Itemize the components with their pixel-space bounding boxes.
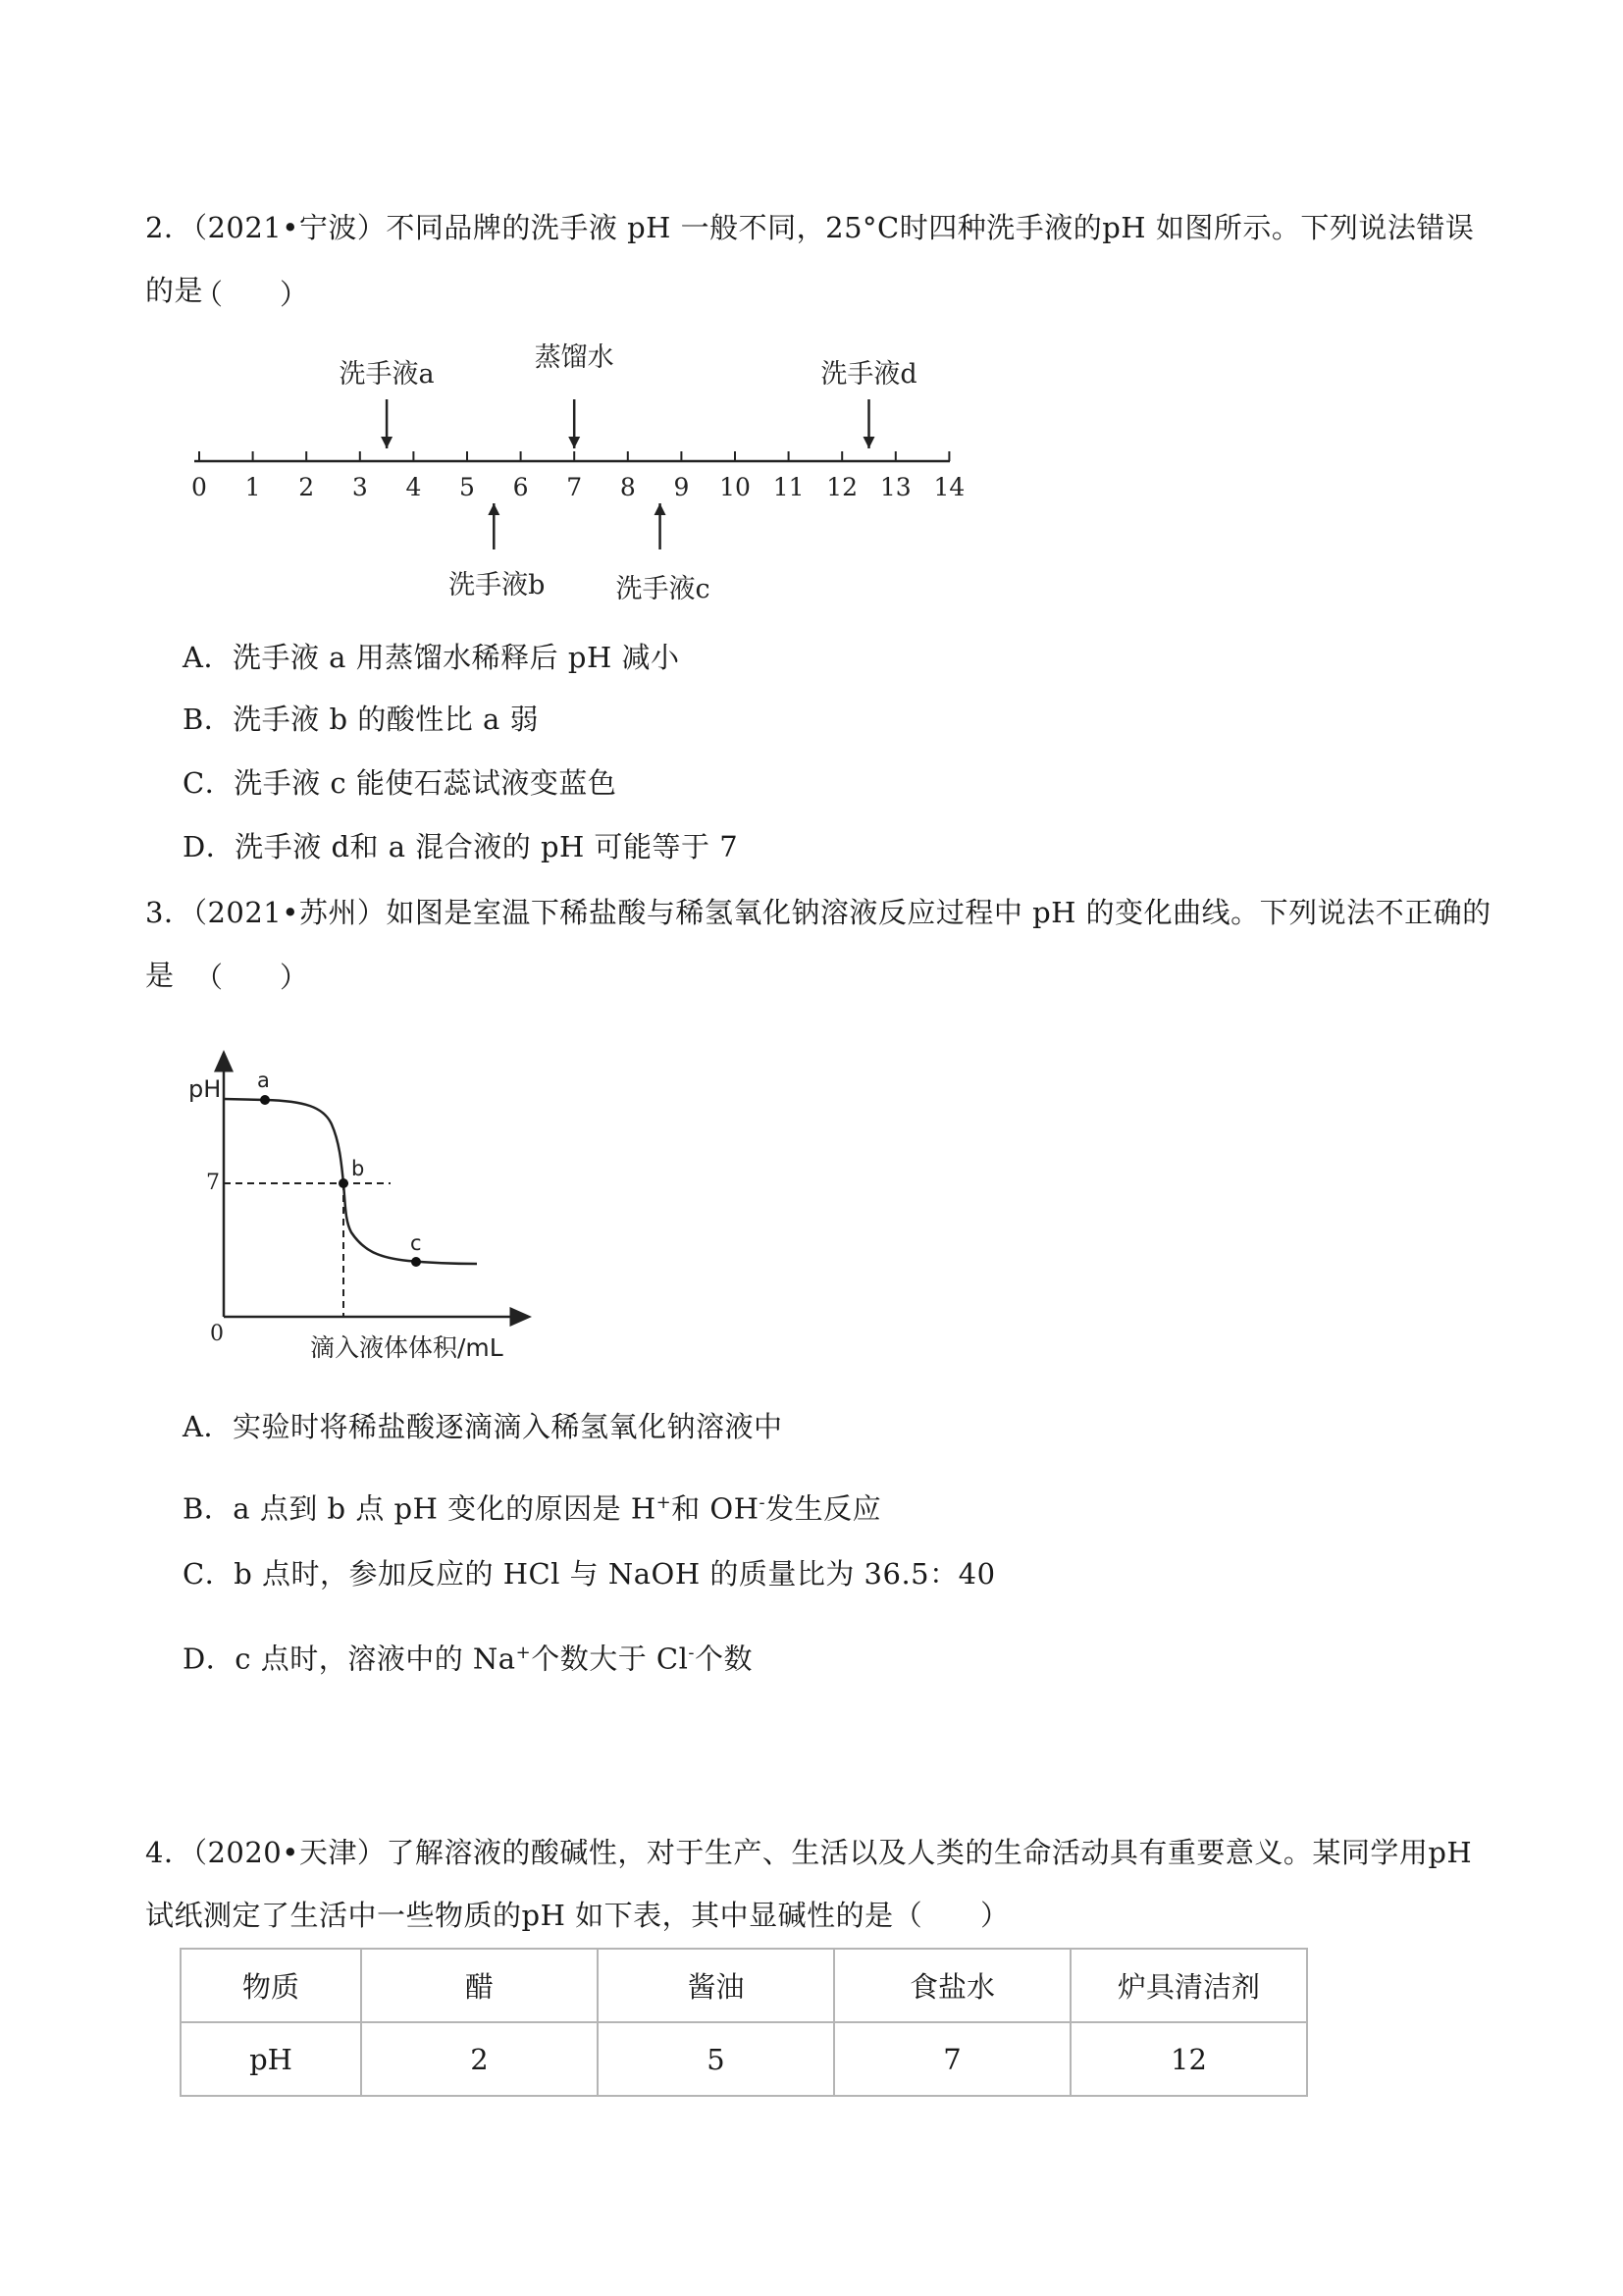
table-cell: 食盐水: [834, 1949, 1071, 2022]
table-cell: 醋: [361, 1949, 598, 2022]
marker-label-c: 洗手液c: [615, 574, 710, 604]
tick-label: 6: [512, 473, 529, 501]
table-cell: 12: [1071, 2022, 1307, 2096]
ph-titration-graph: [177, 1040, 569, 1364]
q3-option-c[interactable]: C．b 点时，参加反应的 HCl 与 NaOH 的质量比为 36.5：40: [183, 1557, 996, 1591]
q3-option-a[interactable]: A．实验时将稀盐酸逐滴滴入稀氢氧化钠溶液中: [183, 1410, 783, 1443]
tick-label: 1: [244, 473, 261, 501]
marker-label-a: 洗手液a: [339, 359, 435, 390]
q4-stem: 4．（2020•天津）了解溶液的酸碱性，对于生产、生活以及人类的生命活动具有重要意义。某同学用pH 试纸测定了生活中一些物质的pH 如下表，其中显碱性的是（ ）: [145, 1836, 1473, 1932]
titration-curve: [224, 1099, 477, 1264]
tick-label: 9: [673, 473, 690, 501]
table-cell: 物质: [181, 1949, 361, 2022]
tick-label: 2: [298, 473, 315, 501]
marker-water-arrow-head: [568, 437, 580, 448]
table-cell: 酱油: [598, 1949, 834, 2022]
tick-label: 8: [619, 473, 636, 501]
q3-option-b-text-2: 和 OH: [671, 1491, 759, 1526]
tick-label: 3: [351, 473, 368, 501]
point-b: [339, 1178, 348, 1188]
q3-option-d-text-3: 个数: [694, 1642, 753, 1676]
q3-option-b-text-3: 发生反应: [765, 1491, 882, 1526]
cl-minus-sup: -: [688, 1643, 695, 1663]
table-header-row: [181, 1949, 1307, 2022]
table-row: [181, 2022, 1307, 2096]
q2-stem: 2．（2021•宁波）不同品牌的洗手液 pH 一般不同，25°C时四种洗手液的pH 如图所示。下列说法错误的是: [145, 211, 1475, 307]
q2-option-a[interactable]: A．洗手液 a 用蒸馏水稀释后 pH 减小: [183, 641, 680, 674]
q2-option-c[interactable]: C．洗手液 c 能使石蕊试液变蓝色: [183, 766, 617, 800]
x-axis-label: 滴入液体体积/mL: [310, 1333, 503, 1362]
tick-label: 7: [566, 473, 583, 501]
q3-option-b-text-1: B．a 点到 b 点 pH 变化的原因是 H: [183, 1491, 656, 1526]
oh-minus-sup: -: [759, 1492, 766, 1513]
table-cell: 5: [598, 2022, 834, 2096]
q3-stem: 3．（2021•苏州）如图是室温下稀盐酸与稀氢氧化钠溶液反应过程中 pH 的变化曲线。下列说法不正确的是: [145, 896, 1492, 992]
marker-label-water: 蒸馏水: [534, 342, 614, 373]
tick-label: 13: [879, 473, 912, 501]
tick-label: 11: [772, 473, 805, 501]
q3-option-d[interactable]: [183, 1634, 753, 1679]
table-cell: 炉具清洁剂: [1071, 1949, 1307, 2022]
marker-label-d: 洗手液d: [820, 359, 917, 390]
q3-paren: （ ）: [194, 961, 309, 994]
ph-table: [180, 1948, 1308, 2097]
tick-label: 10: [719, 473, 751, 501]
tick-label: 14: [933, 473, 966, 501]
point-a: [260, 1095, 270, 1105]
na-plus-sup: +: [515, 1643, 532, 1663]
marker-d-arrow-head: [864, 437, 875, 448]
marker-a-arrow-head: [381, 437, 393, 448]
point-a-label: a: [257, 1069, 270, 1092]
h-plus-sup: +: [655, 1492, 672, 1513]
q3-option-d-text-2: 个数大于 Cl: [531, 1642, 689, 1676]
table-cell: 7: [834, 2022, 1071, 2096]
tick-label: 5: [459, 473, 475, 501]
table-cell: 2: [361, 2022, 598, 2096]
y-axis-label: pH: [188, 1075, 222, 1103]
origin-label: 0: [210, 1322, 224, 1346]
tick-label: 0: [191, 473, 207, 501]
table-cell: pH: [181, 2022, 361, 2096]
q3-option-b[interactable]: [183, 1484, 881, 1529]
tick-label: 4: [405, 473, 422, 501]
q2-option-d[interactable]: D．洗手液 d和 a 混合液的 pH 可能等于 7: [183, 830, 739, 863]
q2-option-b[interactable]: B．洗手液 b 的酸性比 a 弱: [183, 703, 540, 736]
point-c-label: c: [410, 1231, 422, 1255]
tick-label: 12: [826, 473, 859, 501]
y-tick-7: 7: [206, 1171, 220, 1195]
q2-paren: （ ）: [194, 278, 309, 311]
point-c: [411, 1257, 421, 1267]
q3-option-d-text-1: D．c 点时，溶液中的 Na: [183, 1642, 516, 1676]
point-b-label: b: [351, 1157, 365, 1180]
marker-label-b: 洗手液b: [448, 570, 546, 600]
